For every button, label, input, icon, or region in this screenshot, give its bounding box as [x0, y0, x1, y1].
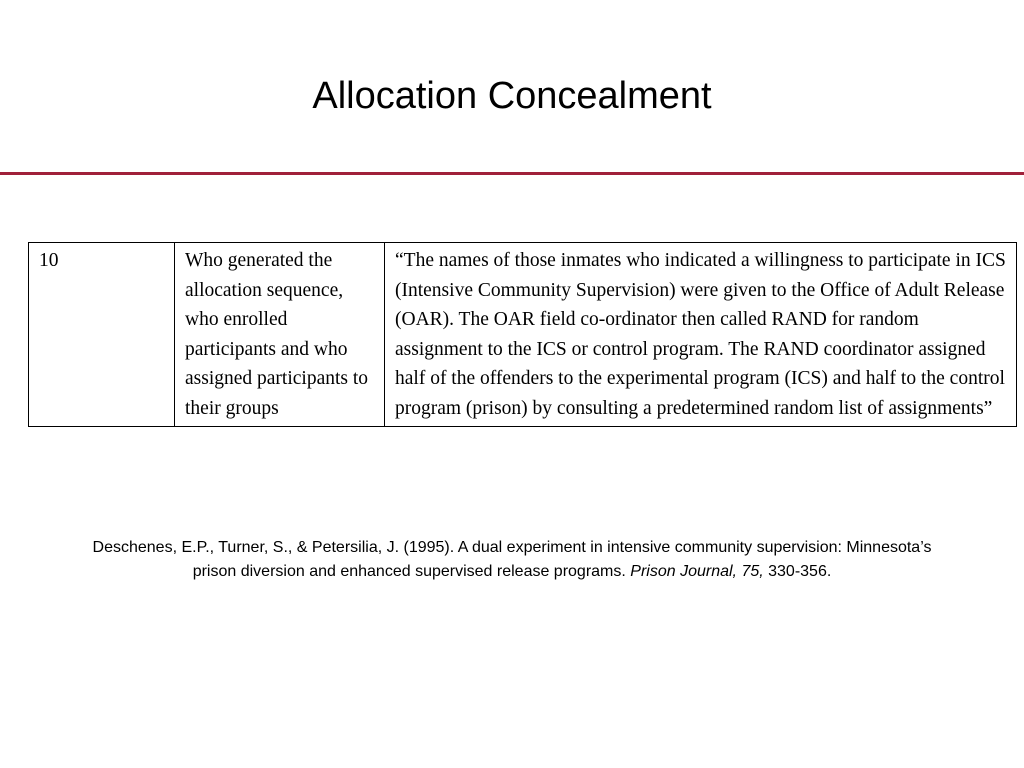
- item-number-cell: 10: [29, 243, 175, 427]
- citation: [80, 536, 944, 583]
- table-row: [29, 243, 1017, 427]
- allocation-table: [28, 242, 1017, 427]
- slide-title: Allocation Concealment: [312, 75, 712, 117]
- title-divider: [0, 172, 1024, 175]
- citation-pages: 330-356.: [763, 562, 832, 580]
- citation-journal: Prison Journal, 75,: [630, 562, 764, 580]
- quote-cell: “The names of those inmates who indicated a willingness to participate in ICS (Intensive Community Supervision) were given to the Office of Adult Release (OAR). The OAR field co-ordinator then called RAND for random assignment to the ICS or control program. The RAND coordinator assigned half of the offenders to the experimental program (ICS) and half to the control program (prison) by consulting a predetermined random list of assignments”: [385, 243, 1017, 427]
- citation-text: Deschenes, E.P., Turner, S., & Petersilia, J. (1995). A dual experiment in intensive community supervision: Minnesota’s prison diversion and enhanced supervised release programs.: [92, 539, 932, 580]
- criterion-cell: Who generated the allocation sequence, who enrolled participants and who assigned participants to their groups: [175, 243, 385, 427]
